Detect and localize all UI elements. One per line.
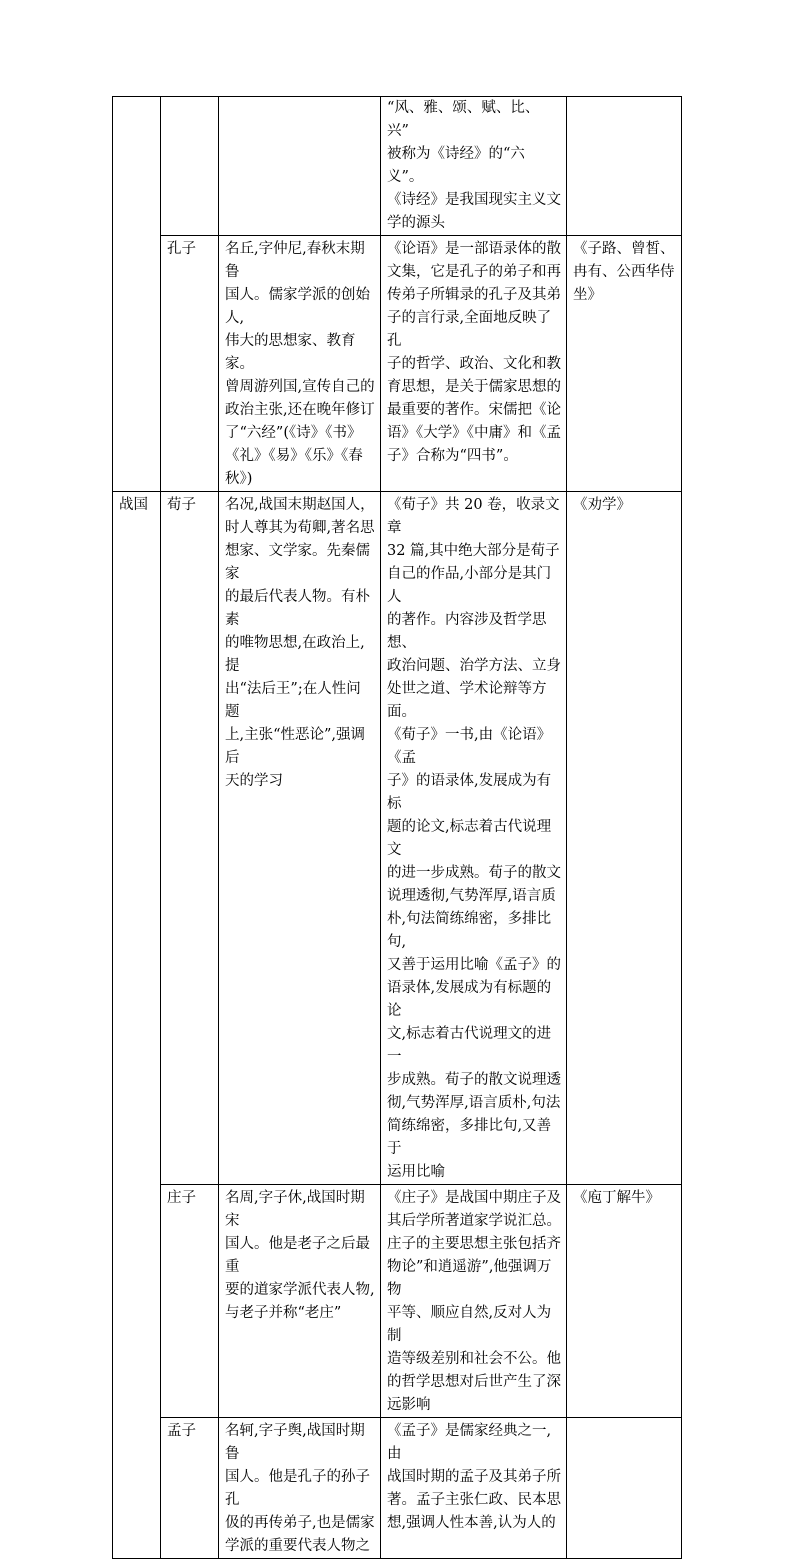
table-row <box>113 1185 682 1418</box>
author-cell: 庄子 <box>161 1185 219 1418</box>
era-cell <box>113 97 161 492</box>
intro-cell: 名况,战国末期赵国人， 时人尊其为荀卿,著名思 想家、文学家。先秦儒家 的最后代表人物。有朴素 的唯物思想,在政治上,提 出“法后王”;在人性问题 上,主张“性恶论”,强调后 天的学习 <box>219 492 381 1185</box>
literature-table <box>112 96 682 1559</box>
work-cell: 《孟子》是儒家经典之一,由 战国时期的孟子及其弟子所 著。孟子主张仁政、民本思 想,强调人性本善,认为人的 <box>381 1418 567 1559</box>
work-cell: 《荀子》共 20 卷，收录文章 32 篇,其中绝大部分是荀子 自己的作品,小部分是其门人 的著作。内容涉及哲学思想、 政治问题、治学方法、立身 处世之道、学术论辩等方面。 《荀子》一书,由《论语》《孟 子》的语录体,发展成为有标 题的论文,标志着古代说理文 的进一步成熟。荀子的散文 说理透彻,气势浑厚,语言质 朴,句法简练绵密，多排比句, 又善于运用比喻《孟子》的 语录体,发展成为有标题的论 文,标志着古代说理文的进一 步成熟。荀子的散文说理透 彻,气势浑厚,语言质朴,句法 简练绵密，多排比句,又善于 运用比喻 <box>381 492 567 1185</box>
work-cell: 《庄子》是战国中期庄子及 其后学所著道家学说汇总。 庄子的主要思想主张包括齐 物论”和逍遥游”,他强调万物 平等、顺应自然,反对人为制 造等级差别和社会不公。他 的哲学思想对后世产生了深 远影响 <box>381 1185 567 1418</box>
selected-text-cell: 《劝学》 <box>567 492 682 1185</box>
author-cell: 孔子 <box>161 236 219 492</box>
work-cell: 《论语》是一部语录体的散 文集，它是孔子的弟子和再 传弟子所辑录的孔子及其弟 子的言行录,全面地反映了孔 子的哲学、政治、文化和教 育思想，是关于儒家思想的 最重要的著作。宋儒把《论 语》《大学》《中庸》和《孟 子》合称为“四书”。 <box>381 236 567 492</box>
selected-text-cell <box>567 1418 682 1559</box>
selected-text-cell <box>567 97 682 236</box>
work-cell: “风、雅、颂、赋、比、兴” 被称为《诗经》的“六义”。 《诗经》是我国现实主义文 学的源头 <box>381 97 567 236</box>
intro-cell: 名丘,字仲尼,春秋末期鲁 国人。儒家学派的创始人, 伟大的思想家、教育家。 曾周游列国,宣传自己的 政治主张,还在晚年修订 了“六经”(《诗》《书》 《礼》《易》《乐》《春 秋》) <box>219 236 381 492</box>
selected-text-cell: 《子路、曾皙、 冉有、公西华侍 坐》 <box>567 236 682 492</box>
intro-cell <box>219 97 381 236</box>
era-cell: 战国 <box>113 492 161 1559</box>
table-row <box>113 97 682 236</box>
selected-text-cell: 《庖丁解牛》 <box>567 1185 682 1418</box>
table-row <box>113 492 682 1185</box>
author-cell: 孟子 <box>161 1418 219 1559</box>
intro-cell: 名轲,字子舆,战国时期鲁 国人。他是孔子的孙子孔 伋的再传弟子,也是儒家 学派的重要代表人物之 <box>219 1418 381 1559</box>
table-row <box>113 236 682 492</box>
author-cell: 荀子 <box>161 492 219 1185</box>
author-cell <box>161 97 219 236</box>
table-row <box>113 1418 682 1559</box>
intro-cell: 名周,字子休,战国时期宋 国人。他是老子之后最重 要的道家学派代表人物, 与老子并称“老庄” <box>219 1185 381 1418</box>
